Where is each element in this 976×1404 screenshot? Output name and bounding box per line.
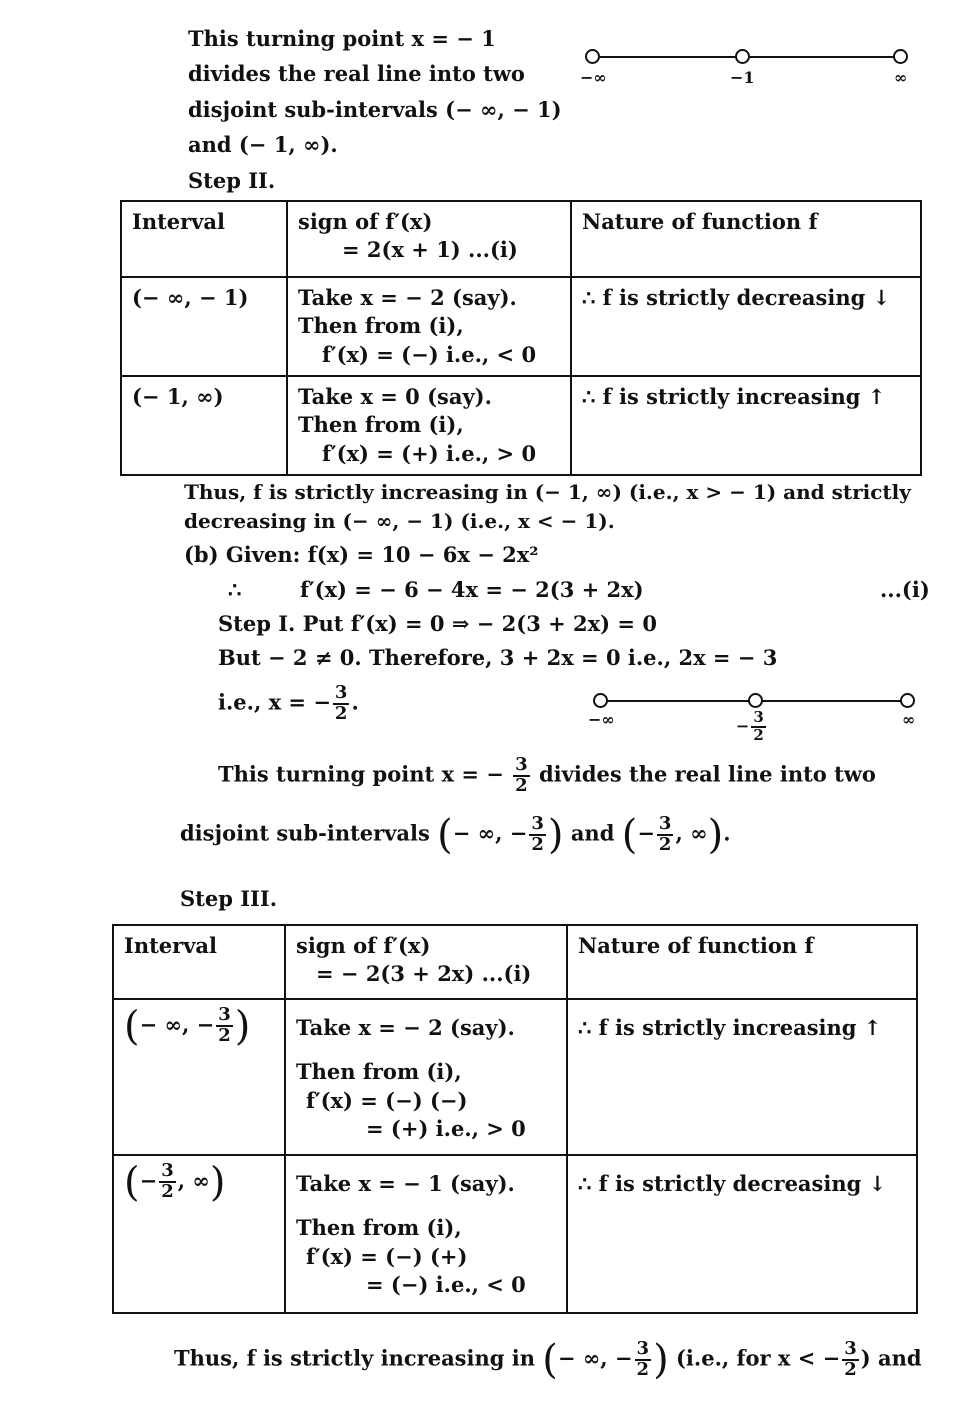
interval-right: , ∞ <box>177 1167 210 1193</box>
frac-den: 2 <box>636 1359 650 1380</box>
open-point-left <box>593 693 608 708</box>
row-take: Take x = 0 (say). <box>298 384 492 410</box>
fraction-three-halves <box>657 815 674 855</box>
interval-left: − ∞, − <box>139 1011 215 1037</box>
row-result-2: = (+) i.e., > 0 <box>366 1116 526 1142</box>
interval-left: − <box>139 1167 158 1193</box>
final-interval-left: − ∞, − <box>557 1345 633 1371</box>
open-point-mid <box>748 693 763 708</box>
row-then: Then from (i), <box>296 1215 462 1241</box>
label-neg-one: −1 <box>730 68 755 87</box>
end-period: . <box>723 820 731 846</box>
derivative-b: f′(x) = − 6 − 4x = − 2(3 + 2x) <box>300 577 644 602</box>
frac-num: 3 <box>515 754 528 775</box>
open-point-left <box>585 49 600 64</box>
final-prefix: Thus, f is strictly increasing in <box>174 1345 535 1371</box>
label-neg-three-halves <box>736 710 768 744</box>
fraction-three-halves <box>216 1006 233 1046</box>
fraction-three-halves <box>635 1340 652 1380</box>
row-take: Take x = − 2 (say). <box>298 285 517 310</box>
frac-den: 2 <box>531 834 544 855</box>
frac-num: 3 <box>658 813 672 835</box>
row-interval: (− ∞, − $\frac{3}{2}$ ) <box>124 1003 251 1049</box>
row-result-1: f′(x) = (−) (+) <box>306 1243 468 1269</box>
interval-1-left: − ∞, − <box>452 820 528 846</box>
x-value-suffix: . <box>351 689 359 715</box>
conclusion-a-line-1: Thus, f is strictly increasing in (− 1, ∞) (i.e., x > − 1) and strictly <box>184 480 911 504</box>
sign-table-b <box>112 924 918 1314</box>
turning-prefix: This turning point x = − <box>218 761 504 787</box>
fraction-three-halves <box>529 815 546 855</box>
row-result: f′(x) = (+) i.e., > 0 <box>322 440 537 466</box>
header-sign-expr: = − 2(3 + 2x) ...(i) <box>316 961 532 987</box>
disjoint-prefix: disjoint sub-intervals <box>180 820 430 846</box>
x-value-prefix: i.e., x = − <box>218 689 331 715</box>
and-word: and <box>570 820 615 846</box>
row-nature: ∴ f is strictly increasing ↑ <box>578 1015 882 1040</box>
row-interval: (− $\frac{3}{2}$ , ∞) <box>124 1159 226 1205</box>
row-then: Then from (i), <box>296 1059 462 1085</box>
given-b: (b) Given: f(x) = 10 − 6x − 2x² <box>184 542 539 567</box>
final-ie: (i.e., for x < − <box>675 1345 841 1371</box>
header-nature: Nature of function f <box>582 209 818 234</box>
frac-num: 3 <box>753 708 764 726</box>
fraction-three-halves <box>159 1162 176 1202</box>
row-nature: ∴ f is strictly decreasing ↓ <box>582 285 891 310</box>
fraction-three-halves <box>333 684 350 724</box>
header-sign-expr: = 2(x + 1) ...(i) <box>342 237 518 263</box>
row-nature: ∴ f is strictly decreasing ↓ <box>578 1171 887 1196</box>
frac-num: 3 <box>161 1160 174 1182</box>
frac-num: 3 <box>334 682 348 703</box>
interval-2-left: − <box>637 820 655 846</box>
number-line-1 <box>580 40 920 100</box>
header-interval: Interval <box>132 209 226 234</box>
number-line-2 <box>588 690 920 760</box>
label-infinity: ∞ <box>902 710 916 729</box>
frac-den: 2 <box>218 1025 231 1046</box>
header-nature: Nature of function f <box>578 933 814 958</box>
header-sign: sign of f′(x) <box>296 933 431 958</box>
open-point-right <box>893 49 908 64</box>
therefore-symbol: ∴ <box>228 577 242 602</box>
step-2-title: Step II. <box>188 168 276 193</box>
label-neg-infinity: −∞ <box>580 68 607 87</box>
label-neg-infinity: −∞ <box>588 710 615 729</box>
mid-sign: − <box>736 716 750 736</box>
header-interval: Interval <box>124 933 218 958</box>
row-result-2: = (−) i.e., < 0 <box>366 1272 526 1298</box>
frac-num: 3 <box>531 813 544 835</box>
open-point-right <box>900 693 915 708</box>
intro-line-1: This turning point x = − 1 <box>188 26 496 51</box>
final-conclusion: Thus, f is strictly increasing in (− ∞, − $\frac{3}{2}$ ) (i.e., for x < − $\frac{3}{2}$ ) and <box>174 1337 922 1383</box>
row-take: Take x = − 2 (say). <box>296 1015 515 1040</box>
mid-frac <box>751 710 765 744</box>
disjoint-intervals-b: disjoint sub-intervals (− ∞, − $\frac{3}{2}$ ) and (− $\frac{3}{2}$ , ∞). <box>180 812 731 858</box>
intro-line-2: divides the real line into two <box>188 61 525 86</box>
turning-suffix: divides the real line into two <box>538 761 876 787</box>
turning-point-b <box>218 756 876 796</box>
header-sign: sign of f′(x) <box>298 209 433 234</box>
label-infinity: ∞ <box>894 68 908 87</box>
row-result-1: f′(x) = (−) (−) <box>306 1087 468 1113</box>
intro-line-3: disjoint sub-intervals (− ∞, − 1) <box>188 97 562 122</box>
frac-den: 2 <box>515 774 528 796</box>
but-line: But − 2 ≠ 0. Therefore, 3 + 2x = 0 i.e., 2x = − 3 <box>218 645 778 670</box>
frac-num: 3 <box>218 1004 231 1026</box>
frac-den: 2 <box>161 1181 174 1202</box>
x-value-line <box>218 684 359 724</box>
frac-den: 2 <box>658 834 672 855</box>
intro-line-4: and (− 1, ∞). <box>188 132 338 157</box>
table-row <box>113 1155 917 1313</box>
row-take: Take x = − 1 (say). <box>296 1171 515 1196</box>
fraction-three-halves <box>842 1340 859 1380</box>
table-row <box>121 376 921 475</box>
row-interval: (− ∞, − 1) <box>132 285 249 310</box>
row-result: f′(x) = (−) i.e., < 0 <box>322 341 537 367</box>
conclusion-a-line-2: decreasing in (− ∞, − 1) (i.e., x < − 1). <box>184 509 615 533</box>
step-3-title: Step III. <box>180 886 278 911</box>
final-end: ) and <box>860 1345 922 1371</box>
table-row <box>121 277 921 376</box>
fraction-three-halves <box>513 756 530 796</box>
derivative-tag: ...(i) <box>880 577 930 602</box>
step-1-b: Step I. Put f′(x) = 0 ⇒ − 2(3 + 2x) = 0 <box>218 611 657 636</box>
table-header-row <box>113 925 917 999</box>
table-row <box>113 999 917 1155</box>
interval-2-right: , ∞ <box>675 820 708 846</box>
table-header-row <box>121 201 921 277</box>
frac-den: 2 <box>753 725 764 744</box>
row-interval: (− 1, ∞) <box>132 384 224 410</box>
open-point-mid <box>735 49 750 64</box>
row-then: Then from (i), <box>298 412 464 438</box>
row-then: Then from (i), <box>298 313 464 339</box>
row-nature: ∴ f is strictly increasing ↑ <box>582 384 886 410</box>
frac-den: 2 <box>844 1359 857 1380</box>
frac-num: 3 <box>636 1338 650 1360</box>
frac-num: 3 <box>844 1338 857 1360</box>
frac-den: 2 <box>334 702 348 724</box>
sign-table-a <box>120 200 922 476</box>
